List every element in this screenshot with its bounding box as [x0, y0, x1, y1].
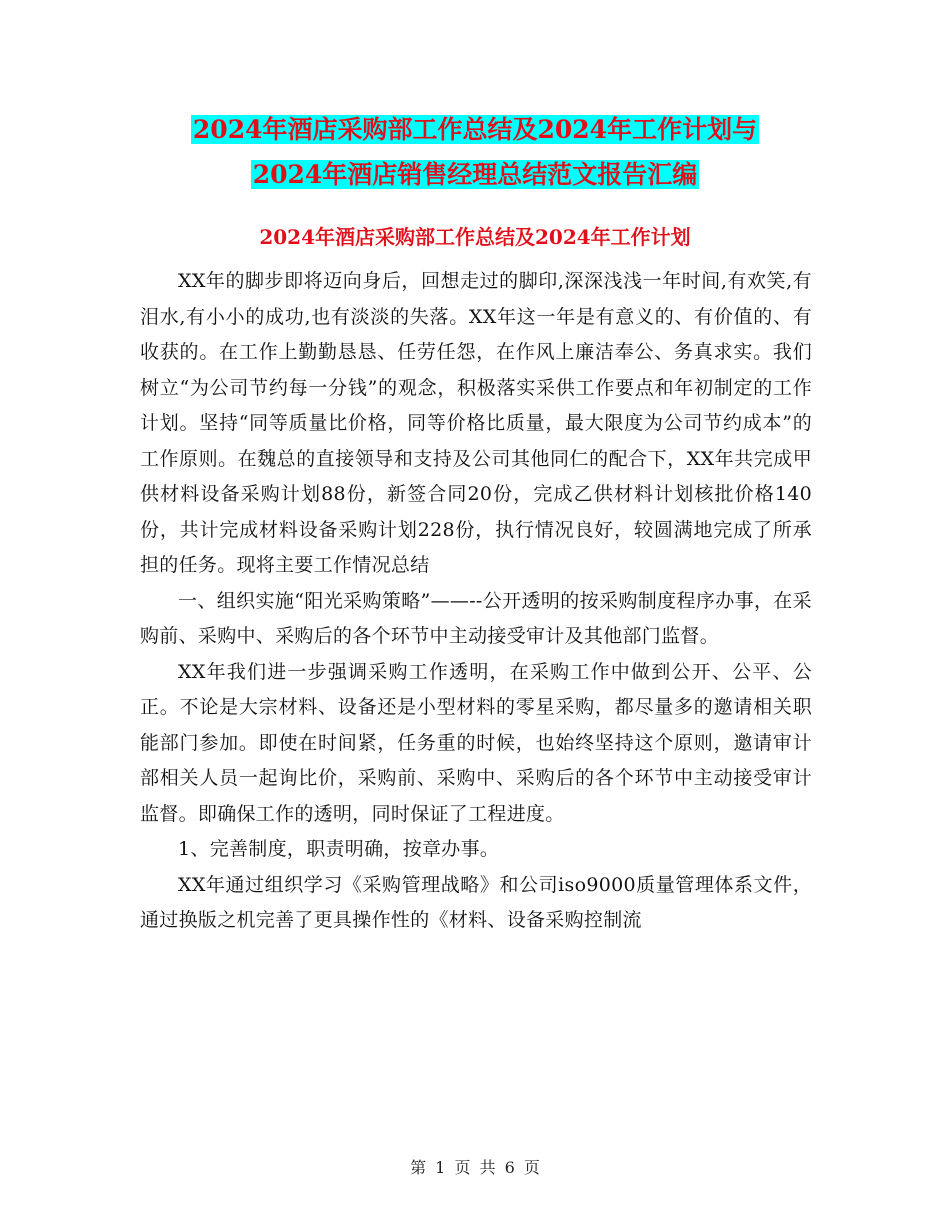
main-title-line-1	[0, 112, 950, 148]
paragraph: 一、组织实施“阳光采购策略”——--公开透明的按采购制度程序办事，在采购前、采购中、采购后的各个环节中主动接受审计及其他部门监督。	[140, 589, 812, 647]
section-title: 2024年酒店采购部工作总结及2024年工作计划	[259, 225, 691, 249]
paragraph: 1、完善制度，职责明确，按章办事。	[178, 838, 500, 860]
body-text	[140, 264, 812, 939]
main-title-line-1-text: 2024年酒店采购部工作总结及2024年工作计划与	[192, 115, 758, 144]
main-title-line-2-text: 2024年酒店销售经理总结范文报告汇编	[252, 160, 698, 189]
page-footer: 第 1 页 共 6 页	[410, 1158, 540, 1177]
paragraph: XX年通过组织学习《采购管理战略》和公司iso9000质量管理体系文件，通过换版之机完善了更具操作性的《材料、设备采购控制流	[140, 873, 812, 931]
paragraph: XX年我们进一步强调采购工作透明，在采购工作中做到公开、公平、公正。不论是大宗材料、设备还是小型材料的零星采购，都尽量多的邀请相关职能部门参加。即使在时间紧，任务重的时候，也始终坚持这个原则，邀请审计部相关人员一起询比价，采购前、采购中、采购后的各个环节中主动接受审计监督。即确保工作的透明，同时保证了工程进度。	[140, 660, 812, 825]
main-title-line-2	[0, 157, 950, 193]
paragraph: XX年的脚步即将迈向身后，回想走过的脚印,深深浅浅一年时间,有欢笑,有泪水,有小小的成功,也有淡淡的失落。XX年这一年是有意义的、有价值的、有收获的。在工作上勤勤恳恳、任劳任怨，在作风上廉洁奉公、务真求实。我们树立“为公司节约每一分钱”的观念，积极落实采供工作要点和年初制定的工作计划。坚持“同等质量比价格，同等价格比质量，最大限度为公司节约成本”的工作原则。在魏总的直接领导和支持及公司其他同仁的配合下，XX年共完成甲供材料设备采购计划88份，新签合同20份，完成乙供材料计划核批价格140份，共计完成材料设备采购计划228份，执行情况良好，较圆满地完成了所承担的任务。现将主要工作情况总结	[140, 270, 812, 576]
